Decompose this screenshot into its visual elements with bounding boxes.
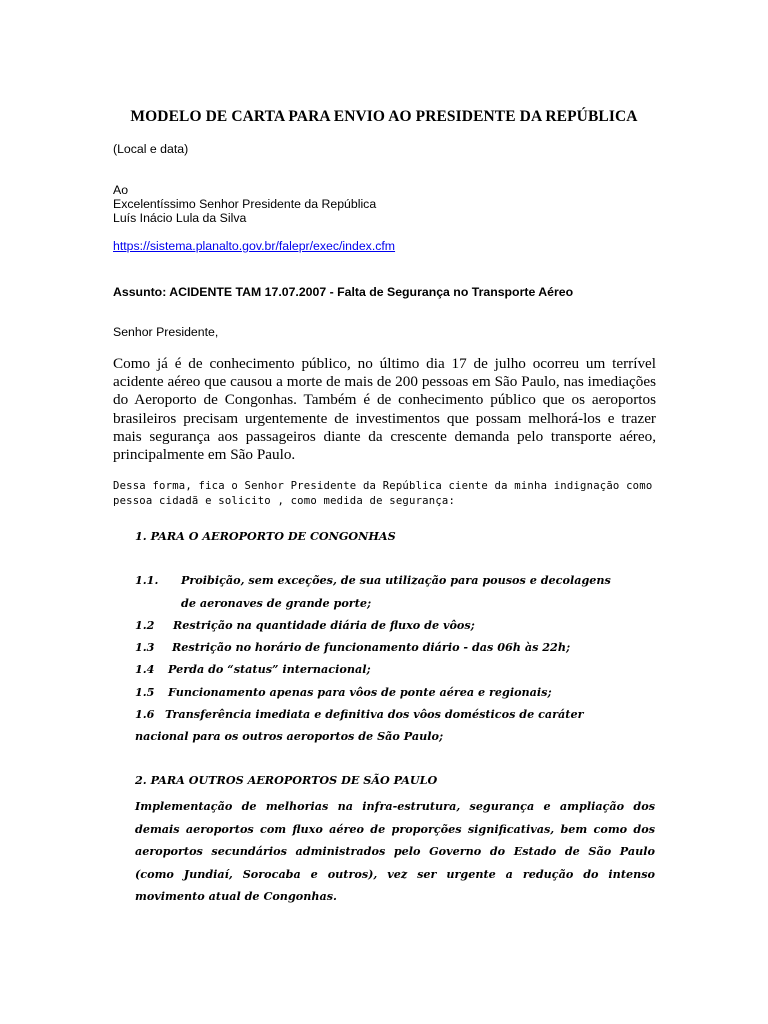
item-number: 1.5 xyxy=(135,685,155,699)
recipient-line-3: Luís Inácio Lula da Silva xyxy=(113,211,247,225)
list-item xyxy=(135,618,475,632)
recipient-line-2: Excelentíssimo Senhor Presidente da República xyxy=(113,197,377,211)
section-1-heading: 1. PARA O AEROPORTO DE CONGONHAS xyxy=(135,529,396,543)
list-item xyxy=(135,573,611,587)
list-item xyxy=(135,662,371,676)
item-number: 1.3 xyxy=(135,640,155,654)
list-item xyxy=(135,685,552,699)
item-text: Transferência imediata e definitiva dos vôos domésticos de caráter xyxy=(165,707,584,721)
item-text: Restrição na quantidade diária de fluxo de vôos; xyxy=(173,618,475,632)
item-text: Restrição no horário de funcionamento diário - das 06h às 22h; xyxy=(172,640,571,654)
request-line-2: pessoa cidadã e solicito , como medida de segurança: xyxy=(113,495,456,507)
section-2-text: Implementação de melhorias na infra-estrutura, segurança e ampliação dos demais aeroportos com fluxo aéreo de proporções significativas, bem como dos aeroportos secundários administrados pelo Governo do Estado de São Paulo (como Jundiaí, Sorocaba e outros), vez ser urgente a redução do intenso movimento atual de Congonhas. xyxy=(135,799,655,903)
item-number: 1.2 xyxy=(135,618,155,632)
greeting: Senhor Presidente, xyxy=(113,325,219,339)
request-line-1: Dessa forma, fica o Senhor Presidente da República ciente da minha indignação como xyxy=(113,480,653,492)
item-number: 1.4 xyxy=(135,662,155,676)
place-date: (Local e data) xyxy=(113,142,189,156)
list-item xyxy=(135,640,570,654)
request-paragraph xyxy=(113,479,658,509)
list-item xyxy=(135,729,443,743)
item-text: Funcionamento apenas para vôos de ponte aérea e regionais; xyxy=(168,685,552,699)
item-number: 1.1. xyxy=(135,573,159,587)
intro-paragraph: Como já é de conhecimento público, no último dia 17 de julho ocorreu um terrível acidente aéreo que causou a morte de mais de 200 pessoas em São Paulo, nas imediações do Aeroporto de Congonhas. Também é de conhecimento público que os aeroportos brasileiros precisam urgentemente de investimentos que possam melhorá-los e trazer mais segurança aos passageiros diante da crescente demanda pelo transporte aéreo, principalmente em São Paulo. xyxy=(113,355,656,464)
list-item xyxy=(135,707,583,721)
planalto-link[interactable]: https://sistema.planalto.gov.br/falepr/exec/index.cfm xyxy=(113,239,396,253)
item-number: 1.6 xyxy=(135,707,155,721)
list-item xyxy=(181,596,371,610)
subject-line: Assunto: ACIDENTE TAM 17.07.2007 - Falta de Segurança no Transporte Aéreo xyxy=(113,285,574,299)
section-2-heading: 2. PARA OUTROS AEROPORTOS DE SÃO PAULO xyxy=(135,773,438,787)
item-text: Perda do “status” internacional; xyxy=(168,662,371,676)
recipient-line-1: Ao xyxy=(113,183,129,197)
document-title: MODELO DE CARTA PARA ENVIO AO PRESIDENTE DA REPÚBLICA xyxy=(130,108,638,125)
item-text: nacional para os outros aeroportos de São Paulo; xyxy=(135,729,444,743)
item-text: de aeronaves de grande porte; xyxy=(181,596,372,610)
item-text: Proibição, sem exceções, de sua utilização para pousos e decolagens xyxy=(181,573,611,587)
